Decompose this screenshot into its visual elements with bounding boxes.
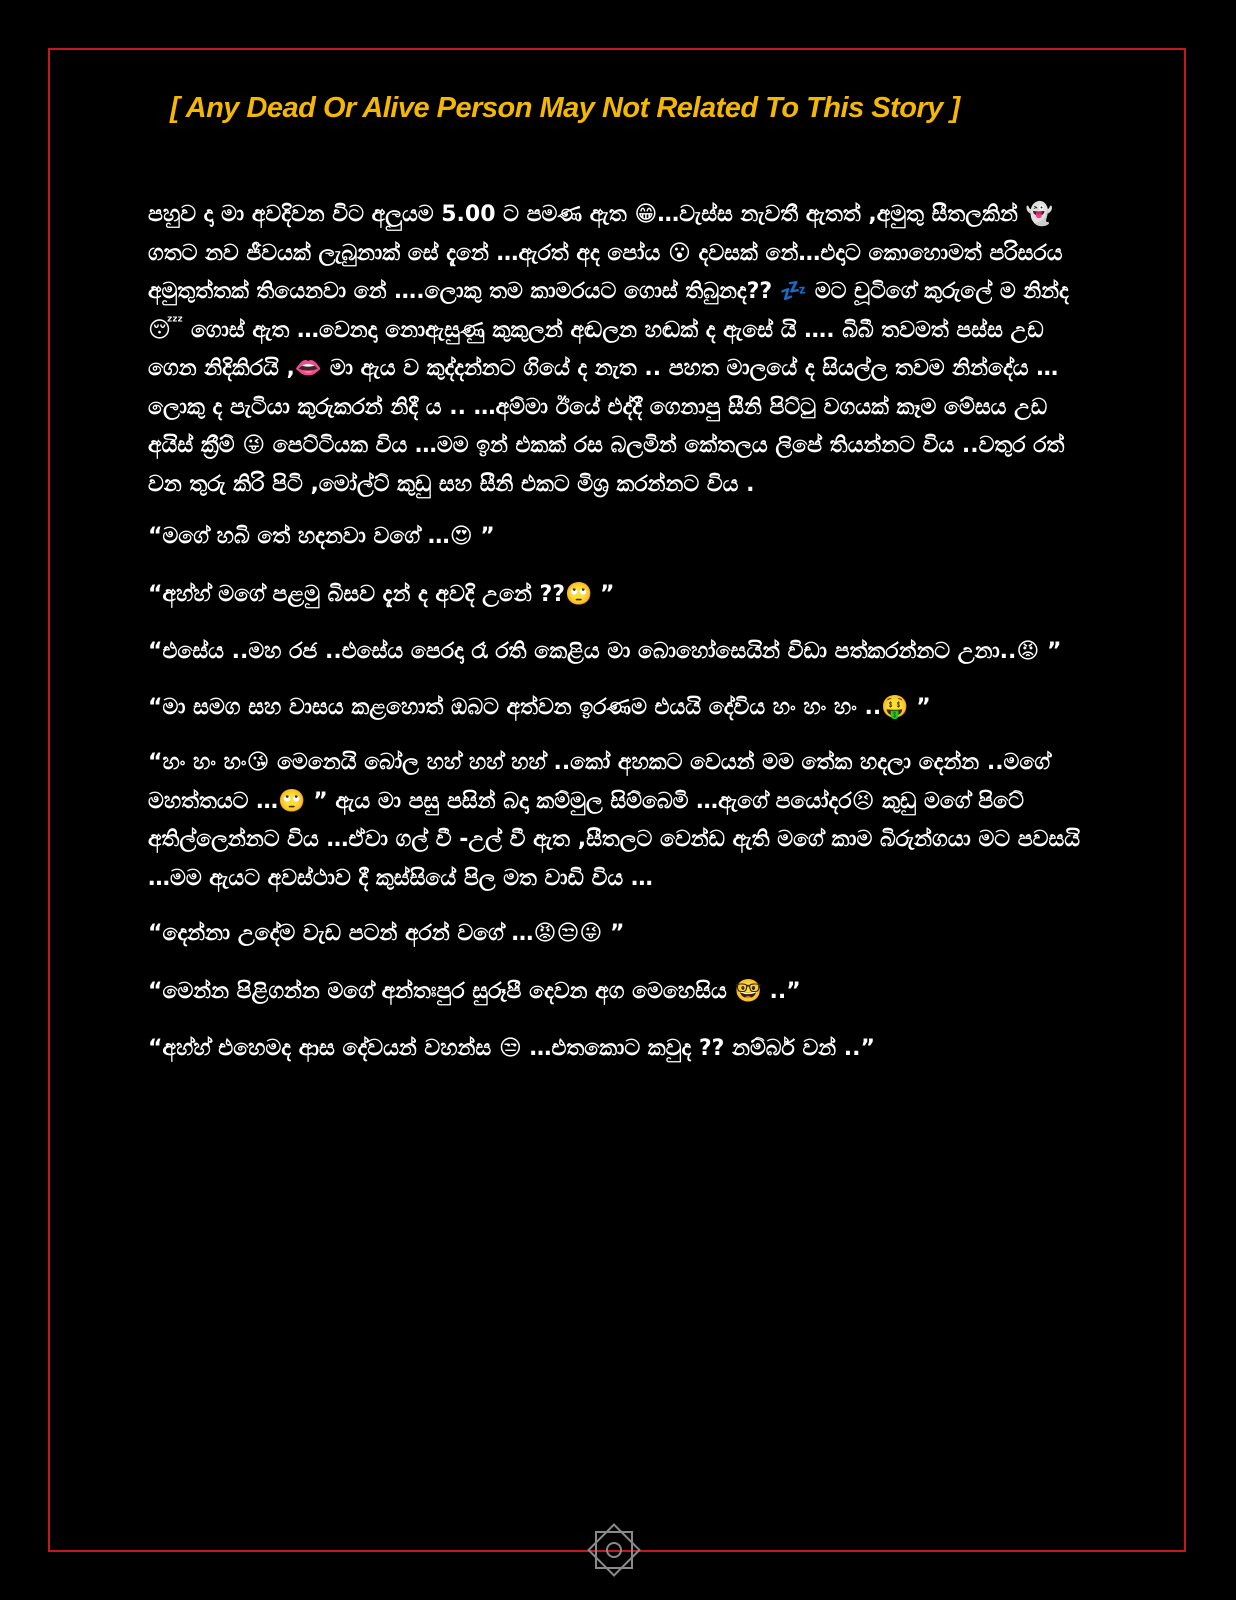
dialogue-line-5: “දෙන්නා උදේම වැඩ පටන් අරන් වගේ …😡😒😜 ” (148, 921, 625, 946)
dialogue-line-4: “මා සමග සහ වාසය කළහොත් ඔබට අත්වන ඉරණම එයයි දේවිය හං හං හං ..🤑 ” (148, 694, 931, 720)
dialogue-line-2: “අහ්හ් මගේ පළමු බිසව දැන් ද අවදි උනේ ??🙄 ” (148, 581, 615, 607)
octagram-emblem-icon (582, 1522, 646, 1578)
story-body (148, 196, 1098, 1088)
story-paragraph-1: පහුව දා මා අවදිවන විට අලුයම 5.00 ට පමණ ඇත 😁…වැස්ස නැවතී ඇතත් ,අමුතු සීතලකින් 👻 ගතට නව ජීවයක් ලැබුනාක් සේ දැනේ …ඇරත් අද පෝය 😮 දවසක් නේ…එදාට කොහොමත් පරිසරය අමුතුත්තක් තියෙනවා නේ ….ලොකු තම කාමරයට ගොස් තිබුනද?? 💤 මට චූටිගේ කුරුලේ ම නින්ද 😴 ගොස් ඇත …වෙනදා නොඇසුණු කුකුලන් අඬලන හඬක් ද ඇසේ යි …. බිබී තවමත් පස්ස උඩ ගෙන නිදිකිරයි ,👄 මා ඇය ව කුද්දන්නට ගියේ ද නැත .. පහත මාලයේ ද සියල්ල තවම නින්දේය …ලොකු ද පැටියා කුරුකරන් නිදී ය .. …අම්මා ඊයේ එද්දී ගෙනාපු සීනි පිට්ටු වගයක් කෑම මේසය උඩ අයිස් ක්‍රීම් 😜 පෙට්ටියක විය …මම ඉන් එකක් රස බලමින් කේතලය ලිපේ තියන්නට විය ..වතුර රත් වන තුරු කිරි පිටි ,මෝල්ට් කුඩු සහ සීනි එකට මිශ්‍ර කරන්නට විය . (148, 202, 1069, 497)
story-paragraph-2: “හං හං හං😘 මෙනෙයි බෝල හහ් හහ් හහ් ..කෝ අහකට වෙයන් මම තේක හදලා දෙන්න ..මගේ මහත්තයට …🙄 ” ඇය මා පසු පසින් බදා කම්මුල සිම්බෙමි …ඇගේ පයෝදර😣 කුඩු මගේ පිටේ අතිල්ලෙන්නට විය …ඒවා ගල් වී -උල් වී ඇත ,සීතලට වෙන්ඩ ඇති මගේ කාම බිරුන්ගයා මට පවසයි …මම ඇයට අවස්ථාව දී කුස්සියේ පිල මත වාඩි විය … (148, 750, 1081, 891)
dialogue-line-7: “අහ්හ් එහෙමද ආස දේවයන් වහන්ස 😒 …එතකොට කවුද ?? නම්බර් වන් ..” (148, 1036, 875, 1061)
disclaimer-heading: [ Any Dead Or Alive Person May Not Related To This Story ] (170, 92, 960, 124)
dialogue-line-3: “එසේය ..මහ රජ ..එසේය පෙරදා රෑ රති කෙළිය මා බොහෝසෙයින් විඩා පත්කරන්නට උනා..😡 ” (148, 639, 1062, 664)
dialogue-line-1: “මගේ හබි තේ හදනවා වගේ …😍 ” (148, 524, 495, 549)
dialogue-line-6: “මෙන්න පිළිගන්න මගේ අන්තඃපුර සුරූපී දෙවන අග මෙහෙසිය 🤓 ..” (148, 978, 801, 1004)
